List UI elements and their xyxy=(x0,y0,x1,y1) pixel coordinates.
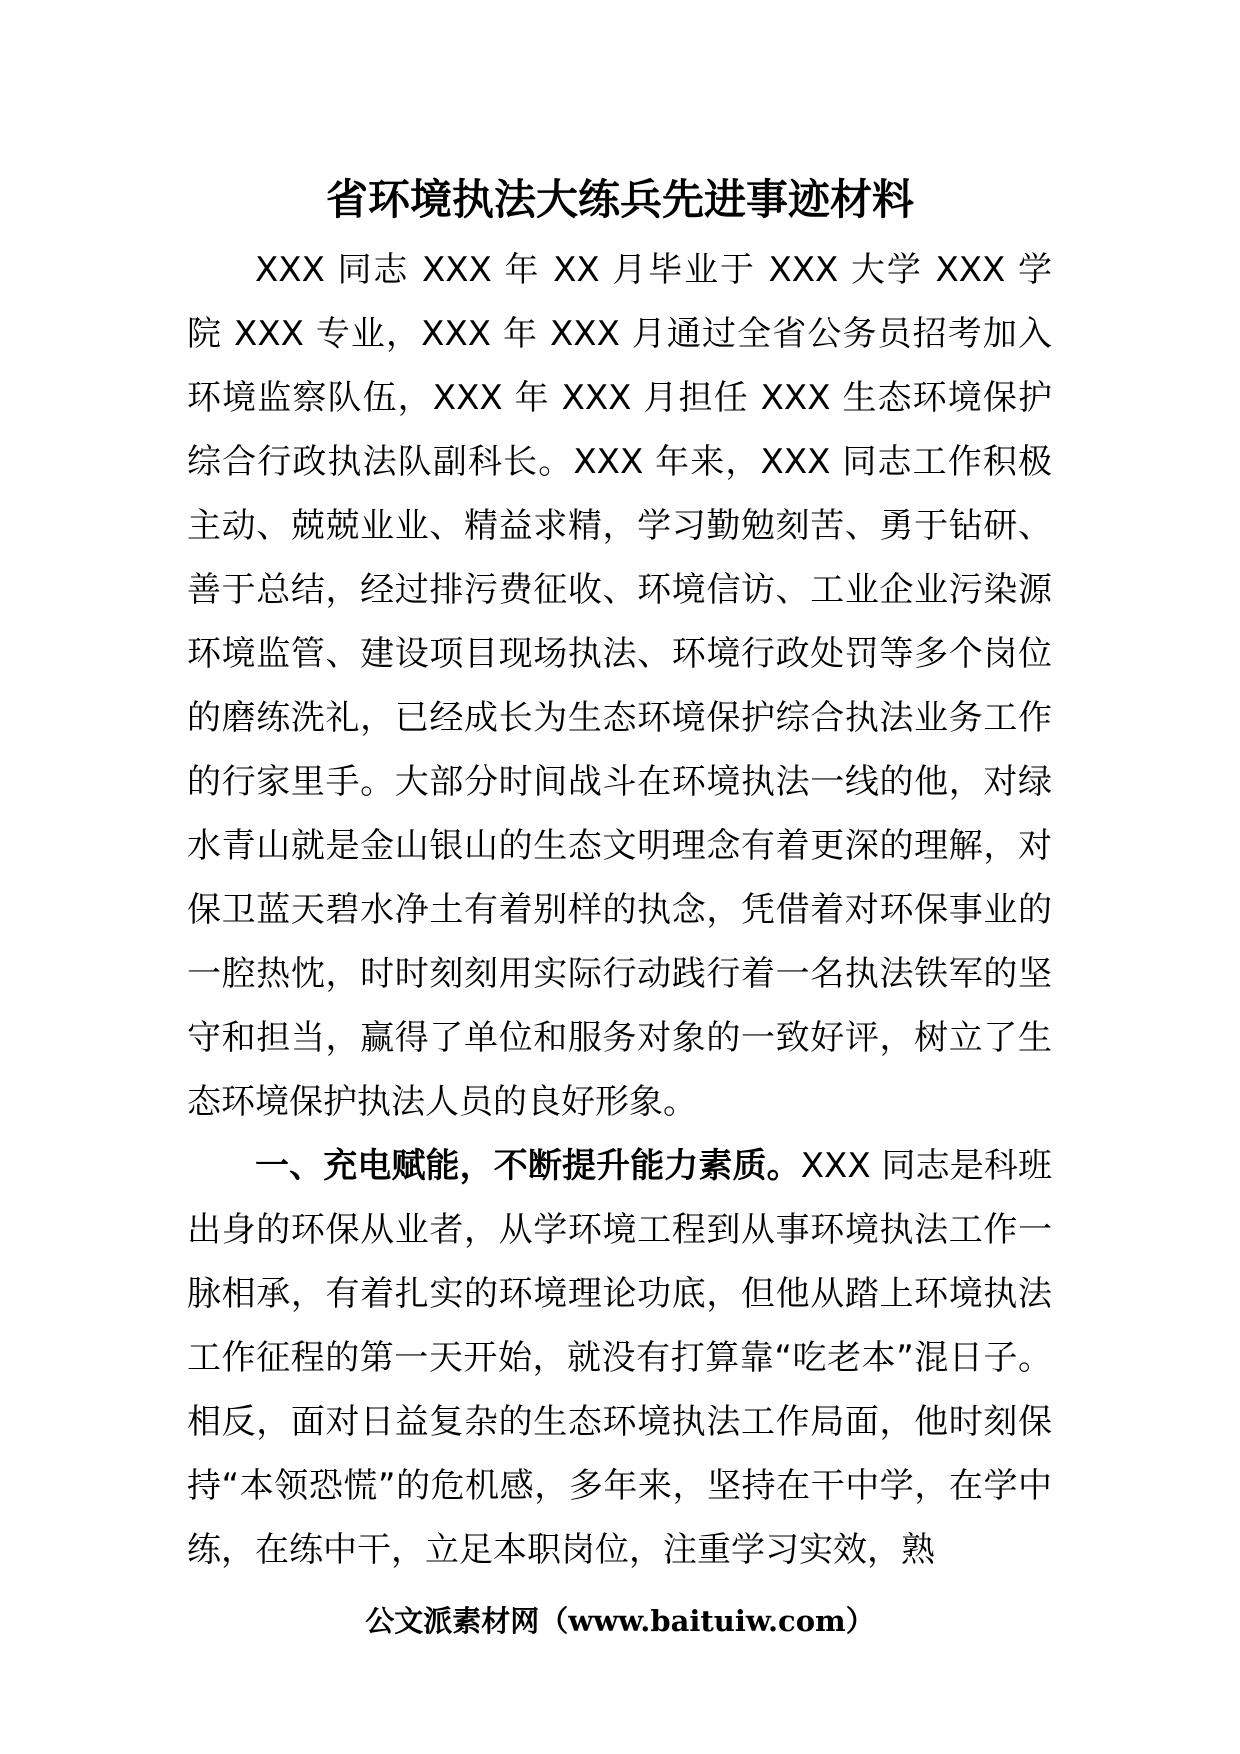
section-1-paragraph xyxy=(187,1134,1052,1582)
section-1-heading: 一、充电赋能，不断提升能力素质。 xyxy=(255,1146,801,1186)
section-1-text: XXX 同志是科班出身的环保从业者，从学环境工程到从事环境执法工作一脉相承，有着扎实的环境理论功底，但他从踏上环境执法工作征程的第一天开始，就没有打算靠“吃老本”混日子。相反，面对日益复杂的生态环境执法工作局面，他时刻保持“本领恐慌”的危机感，多年来，坚持在干中学，在学中练，在练中干，立足本职岗位，注重学习实效，熟 xyxy=(187,1146,1052,1570)
document-body xyxy=(187,238,1052,1582)
footer-watermark: 公文派素材网（www.baituiw.com） xyxy=(365,1604,875,1638)
intro-paragraph: XXX 同志 XXX 年 XX 月毕业于 XXX 大学 XXX 学院 XXX 专业，XXX 年 XXX 月通过全省公务员招考加入环境监察队伍，XXX 年 XXX 月担任 XXX 生态环境保护综合行政执法队副科长。XXX 年来，XXX 同志工作积极主动、兢兢业业、精益求精，学习勤勉刻苦、勇于钻研、善于总结，经过排污费征收、环境信访、工业企业污染源环境监管、建设项目现场执法、环境行政处罚等多个岗位的磨练洗礼，已经成长为生态环境保护综合执法业务工作的行家里手。大部分时间战斗在环境执法一线的他，对绿水青山就是金山银山的生态文明理念有着更深的理解，对保卫蓝天碧水净土有着别样的执念，凭借着对环保事业的一腔热忱，时时刻刻用实际行动践行着一名执法铁军的坚守和担当，赢得了单位和服务对象的一致好评，树立了生态环境保护执法人员的良好形象。 xyxy=(187,250,1052,1122)
document-title: 省环境执法大练兵先进事迹材料 xyxy=(325,175,914,224)
